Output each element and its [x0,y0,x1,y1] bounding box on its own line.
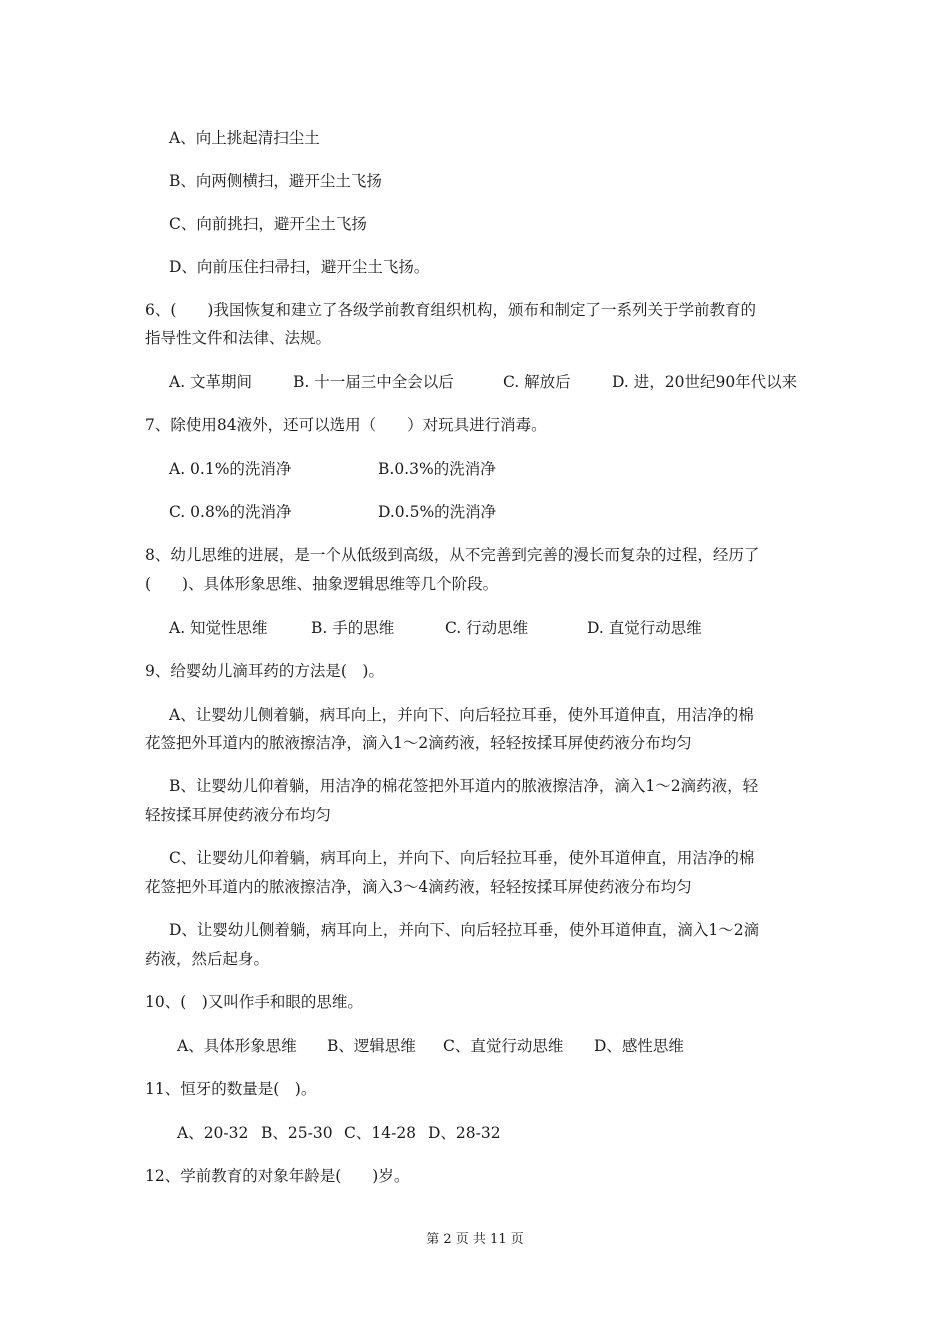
q9-option-b-line1: B、让婴幼儿仰着躺，用洁净的棉花签把外耳道内的脓液擦洁净，滴入1～2滴药液，轻 [169,777,759,795]
q10-option-c: C、直觉行动思维 [443,1037,564,1055]
q5-option-c: C、向前挑扫，避开尘土飞扬 [169,215,367,233]
q11-option-c: C、14-28 [344,1124,417,1142]
q8-option-c: C. 行动思维 [445,619,529,637]
q8-options [169,618,769,638]
q9-option-c-line2: 花签把外耳道内的脓液擦洁净，滴入3～4滴药液，轻轻按揉耳屏使药液分布均匀 [145,878,692,896]
q7-options-row2 [169,502,569,522]
page-footer: 第 2 页 共 11 页 [426,1232,524,1247]
q11-option-b: B、25-30 [261,1124,333,1142]
q9-option-b-line2: 轻按揉耳屏使药液分布均匀 [145,806,332,824]
q9-option-a-line2: 花签把外耳道内的脓液擦洁净，滴入1～2滴药液，轻轻按揉耳屏使药液分布均匀 [145,734,692,752]
q7-option-b: B.0.3%的洗消净 [378,460,496,478]
q7-option-c: C. 0.8%的洗消净 [169,503,292,521]
q10-option-d: D、感性思维 [594,1037,684,1055]
q8-option-a: A. 知觉性思维 [169,619,268,637]
q6-options [169,372,829,392]
q9-option-d-line1: D、让婴幼儿侧着躺，病耳向上，并向下、向后轻拉耳垂，使外耳道伸直，滴入1～2滴 [169,921,760,939]
q5-option-d: D、向前压住扫帚扫，避开尘土飞扬。 [169,258,430,276]
q11-option-a: A、20-32 [177,1124,249,1142]
q10-stem: 10、( )又叫作手和眼的思维。 [145,993,363,1011]
q6-option-a: A. 文革期间 [169,373,253,391]
q6-option-d: D. 进，20世纪90年代以来 [612,373,798,391]
q12-stem: 12、学前教育的对象年龄是( )岁。 [145,1167,410,1185]
q8-stem-line2: ( )、具体形象思维、抽象逻辑思维等几个阶段。 [145,575,499,593]
q10-options [177,1036,737,1056]
q5-option-b: B、向两侧横扫，避开尘土飞扬 [169,172,382,190]
q10-option-b: B、逻辑思维 [327,1037,416,1055]
q11-options [177,1123,537,1143]
q6-stem-line2: 指导性文件和法律、法规。 [145,329,332,347]
q6-option-b: B. 十一届三中全会以后 [293,373,454,391]
q9-option-a-line1: A、让婴幼儿侧着躺，病耳向上，并向下、向后轻拉耳垂，使外耳道伸直，用洁净的棉 [169,706,754,724]
q6-stem-line1: 6、( )我国恢复和建立了各级学前教育组织机构，颁布和制定了一系列关于学前教育的 [145,301,756,319]
q11-stem: 11、恒牙的数量是( )。 [145,1080,317,1098]
q5-option-a: A、向上挑起清扫尘土 [169,129,320,147]
q8-option-b: B. 手的思维 [311,619,395,637]
q9-option-d-line2: 药液，然后起身。 [145,950,270,968]
q8-option-d: D. 直觉行动思维 [587,619,702,637]
q8-stem-line1: 8、幼儿思维的进展，是一个从低级到高级，从不完善到完善的漫长而复杂的过程，经历了 [145,546,760,564]
q11-option-d: D、28-32 [428,1124,501,1142]
q7-option-a: A. 0.1%的洗消净 [169,460,292,478]
q9-option-c-line1: C、让婴幼儿仰着躺，病耳向上，并向下、向后轻拉耳垂，使外耳道伸直，用洁净的棉 [169,849,755,867]
q7-options-row1 [169,459,569,479]
q7-option-d: D.0.5%的洗消净 [378,503,497,521]
q6-option-c: C. 解放后 [503,373,571,391]
q9-stem: 9、给婴幼儿滴耳药的方法是( )。 [145,662,384,680]
q7-stem: 7、除使用84液外，还可以选用（ ）对玩具进行消毒。 [145,416,547,434]
q10-option-a: A、具体形象思维 [177,1037,297,1055]
